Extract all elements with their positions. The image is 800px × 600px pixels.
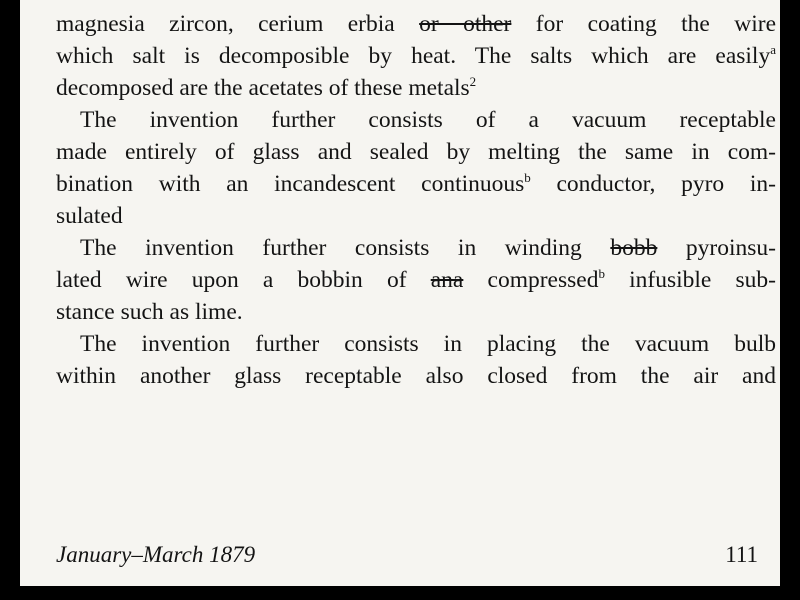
page-number: 111 <box>725 542 758 567</box>
footnote-marker: b <box>598 266 605 281</box>
text-line: bination with an incandescent continuous$^b$ conductor, pyro in- <box>56 170 776 197</box>
running-footer-title: January–March 1879 <box>56 542 256 567</box>
paragraph-start: The invention further consists in placing the vacuum bulb <box>80 331 776 357</box>
text-line: lated wire upon a bobbin of ana compressed$^b$ infusible sub- <box>56 266 776 293</box>
text-line: which salt is decomposible by heat. The salts which are easily$^a$ <box>56 42 776 69</box>
text-line: magnesia zircon, cerium erbia or other for coating the wire <box>56 11 776 37</box>
text-line: sulated <box>56 203 123 229</box>
paragraph-start: The invention further consists in winding bobb pyroinsu- <box>80 235 776 261</box>
text-line: stance such as lime. <box>56 299 243 325</box>
text-line: decomposed are the acetates of these metals$^2$ <box>56 74 477 101</box>
struck-text: or other <box>419 11 512 37</box>
footnote-marker: b <box>524 170 531 185</box>
text-line: within another glass receptable also closed from the air and <box>56 363 776 389</box>
footnote-marker: 2 <box>469 74 477 89</box>
body-text <box>56 8 776 392</box>
paragraph-start: The invention further consists of a vacuum receptable <box>80 107 776 133</box>
document-page <box>20 0 780 586</box>
text-line: made entirely of glass and sealed by melting the same in com- <box>56 139 776 165</box>
footnote-marker: a <box>770 42 776 57</box>
struck-text: ana <box>430 267 464 293</box>
struck-text: bobb <box>610 235 658 261</box>
